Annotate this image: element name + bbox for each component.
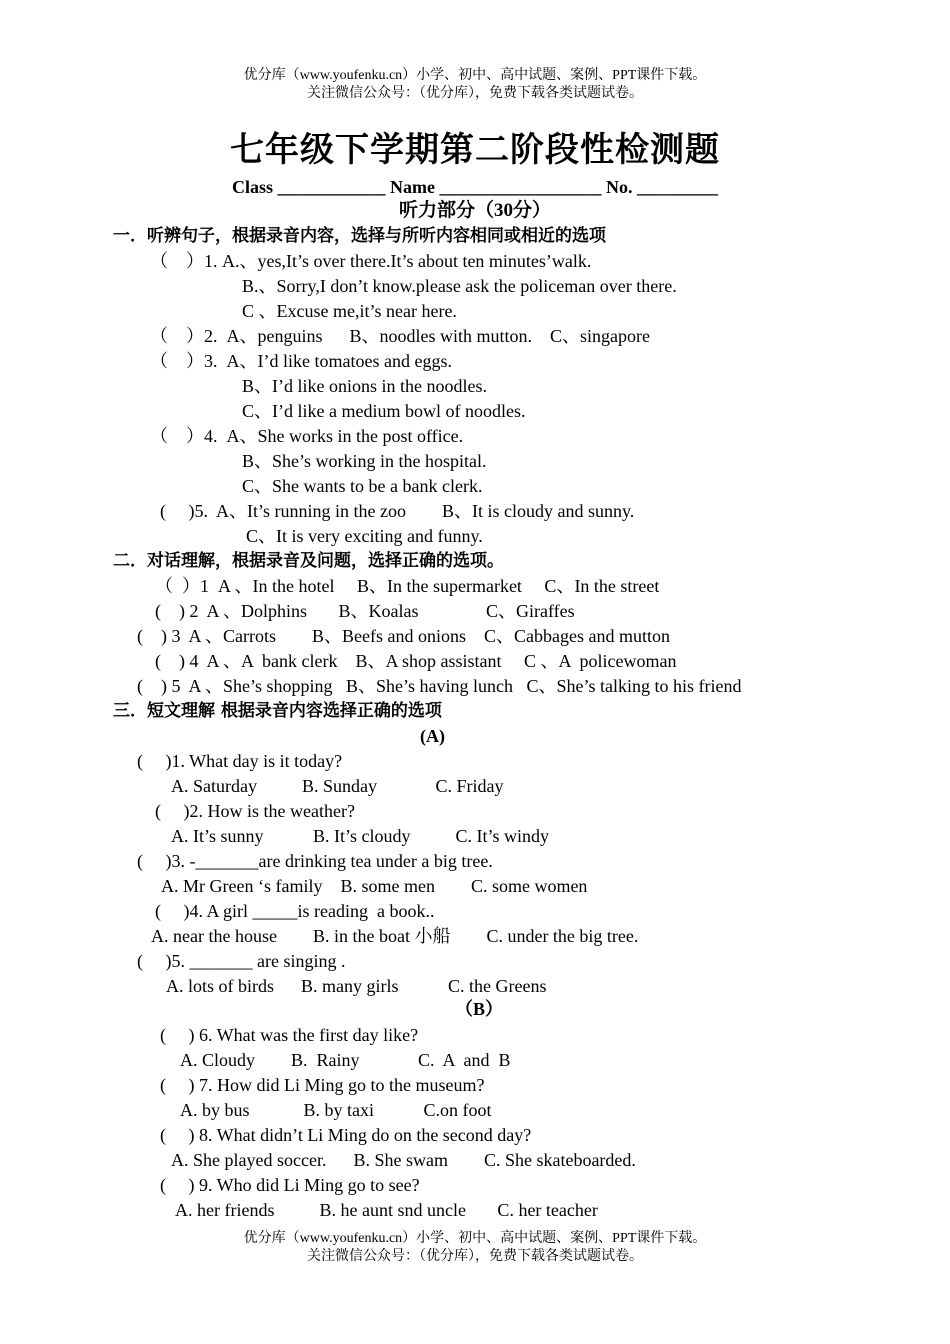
option-line: B、I’d like onions in the noodles. — [242, 376, 487, 396]
question-line: （ ）2. A、penguins B、noodles with mutton. C、singapore — [150, 326, 650, 346]
option-line: B、She’s working in the hospital. — [242, 451, 487, 471]
option-line: C 、Excuse me,it’s near here. — [242, 301, 457, 321]
section-2-heading: 二．对话理解，根据录音及问题，选择正确的选项。 — [113, 551, 504, 571]
option-line: A. near the house B. in the boat 小船 C. under the big tree. — [151, 926, 639, 946]
option-line: C、I’d like a medium bowl of noodles. — [242, 401, 526, 421]
question-line: ( ) 8. What didn’t Li Ming do on the second day? — [160, 1125, 532, 1145]
option-line: A. Saturday B. Sunday C. Friday — [171, 776, 504, 796]
part-a-label: (A) — [420, 726, 445, 746]
part-b-label: （B） — [455, 999, 504, 1019]
option-line: A. her friends B. he aunt snd uncle C. her teacher — [175, 1200, 598, 1220]
option-line: C、It is very exciting and funny. — [246, 526, 483, 546]
question-line: ( ) 9. Who did Li Ming go to see? — [160, 1175, 420, 1195]
question-line: ( )1. What day is it today? — [137, 751, 343, 771]
question-line: ( ) 7. How did Li Ming go to the museum? — [160, 1075, 485, 1095]
footer-line-1: 优分库（www.youfenku.cn）小学、初中、高中试题、案例、PPT课件下载。 — [243, 1231, 707, 1246]
question-line: ( ) 2 A 、Dolphins B、Koalas C、Giraffes — [155, 601, 575, 621]
section-3-heading: 三．短文理解 根据录音内容选择正确的选项 — [113, 701, 442, 721]
option-line: A. She played soccer. B. She swam C. She skateboarded. — [171, 1150, 636, 1170]
question-line: （ ）1. A.、yes,It’s over there.It’s about ten minutes’walk. — [150, 251, 592, 271]
question-line: ( ) 3 A 、Carrots B、Beefs and onions C、Cabbages and mutton — [137, 626, 670, 646]
question-line: ( ) 5 A 、She’s shopping B、She’s having lunch C、She’s talking to his friend — [137, 676, 742, 696]
question-line: ( )2. How is the weather? — [155, 801, 355, 821]
question-line: （ ）3. A、I’d like tomatoes and eggs. — [150, 351, 452, 371]
option-line: A. lots of birds B. many girls C. the Greens — [166, 976, 547, 996]
option-line: A. It’s sunny B. It’s cloudy C. It’s windy — [171, 826, 550, 846]
question-line: ( )5. A、It’s running in the zoo B、It is cloudy and sunny. — [160, 501, 635, 521]
option-line: A. by bus B. by taxi C.on foot — [180, 1100, 492, 1120]
listening-heading: 听力部分（30分） — [398, 200, 551, 221]
page-title: 七年级下学期第二阶段性检测题 — [230, 130, 720, 170]
footer-line-2: 关注微信公众号：（优分库），免费下载各类试题试卷。 — [307, 1249, 643, 1264]
option-line: A. Cloudy B. Rainy C. A and B — [180, 1050, 511, 1070]
question-line: （ ）4. A、She works in the post office. — [150, 426, 464, 446]
question-line: ( ) 4 A 、A bank clerk B、A shop assistant C 、A policewoman — [155, 651, 677, 671]
question-line: ( )4. A girl _____is reading a book.. — [155, 901, 435, 921]
option-line: A. Mr Green ‘s family B. some men C. some women — [161, 876, 588, 896]
section-1-heading: 一．听辨句子，根据录音内容，选择与所听内容相同或相近的选项 — [113, 226, 606, 246]
option-line: C、She wants to be a bank clerk. — [242, 476, 483, 496]
question-line: ( )3. -_______are drinking tea under a big tree. — [137, 851, 493, 871]
option-line: B.、Sorry,I don’t know.please ask the policeman over there. — [242, 276, 677, 296]
question-line: （ ）1 A 、In the hotel B、In the supermarket C、In the street — [155, 576, 660, 596]
header-line-1: 优分库（www.youfenku.cn）小学、初中、高中试题、案例、PPT课件下载。 — [243, 68, 707, 83]
question-line: ( ) 6. What was the first day like? — [160, 1025, 419, 1045]
question-line: ( )5. _______ are singing . — [137, 951, 346, 971]
student-info-line: Class ____________ Name __________________ No. _________ — [232, 177, 718, 197]
header-line-2: 关注微信公众号：（优分库），免费下载各类试题试卷。 — [307, 86, 643, 101]
